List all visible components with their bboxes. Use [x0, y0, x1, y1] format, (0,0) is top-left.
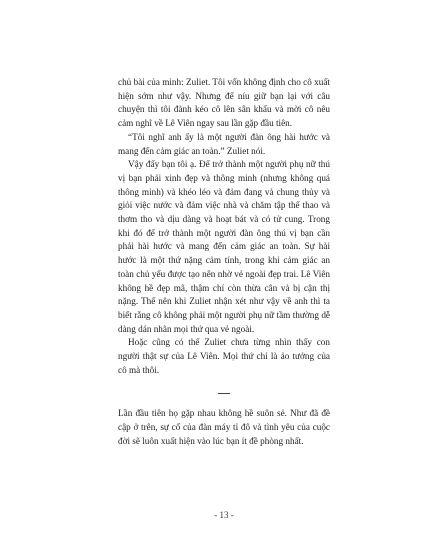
body-text — [118, 76, 330, 449]
paragraph-2: “Tôi nghĩ anh ấy là một người đàn ông hài hước và mang đến cảm giác an toàn.” Zuliet nói. — [118, 131, 330, 156]
paragraph-1: chủ bài của mình: Zuliet. Tôi vốn không định cho cô xuất hiện sớm như vậy. Nhưng để níu giữ bạn lại với câu chuyện thì tôi đành kéo cô lên sân khấu và mời cô nêu cảm nghĩ về Lê Viên ngay sau lần gặp đầu tiên. — [118, 77, 330, 129]
section-break — [118, 377, 330, 407]
paragraph-3: Vậy đấy bạn tôi ạ. Để trở thành một người phụ nữ thú vị bạn phải xinh đẹp và thông minh (nhưng không quá thông minh) và khéo léo và đảm đang và chung thủy và giỏi việc nước và đảm việc nhà và chăm tập thể thao và thơm tho và dịu dàng và hoạt bát và có tử cung. Trong khi đó để trở thành một người đàn ông thú vị bạn cần phải hài hước và mang đến cảm giác an toàn. Sự hài hước là một thứ nặng cảm tính, trong khi cảm giác an toàn chủ yếu được tạo nên nhờ vẻ ngoài đẹp trai. Lê Viên không hề đẹp mã, thậm chí còn thừa cân và bị cận thị nặng. Thế nên khi Zuliet nhận xét như vậy về anh thì ta biết rằng cô không phải một người phụ nữ tầm thường dễ dàng dán nhãn mọi thứ qua vẻ ngoài. — [118, 159, 330, 334]
paragraph-4: Hoặc cũng có thể Zuliet chưa từng nhìn thấy con người thật sự của Lê Viên. Mọi thứ chỉ là ảo tưởng của cô mà thôi. — [118, 337, 330, 375]
paragraph-5: Lần đầu tiên họ gặp nhau không hề suôn sẻ. Như đã đề cập ở trên, sự cố của đàn máy tỉ đô và tình yêu của cuộc đời sẽ luôn xuất hiện vào lúc bạn ít đề phòng nhất. — [118, 408, 330, 446]
page-number: - 13 - — [214, 510, 234, 520]
section-divider — [218, 393, 230, 394]
